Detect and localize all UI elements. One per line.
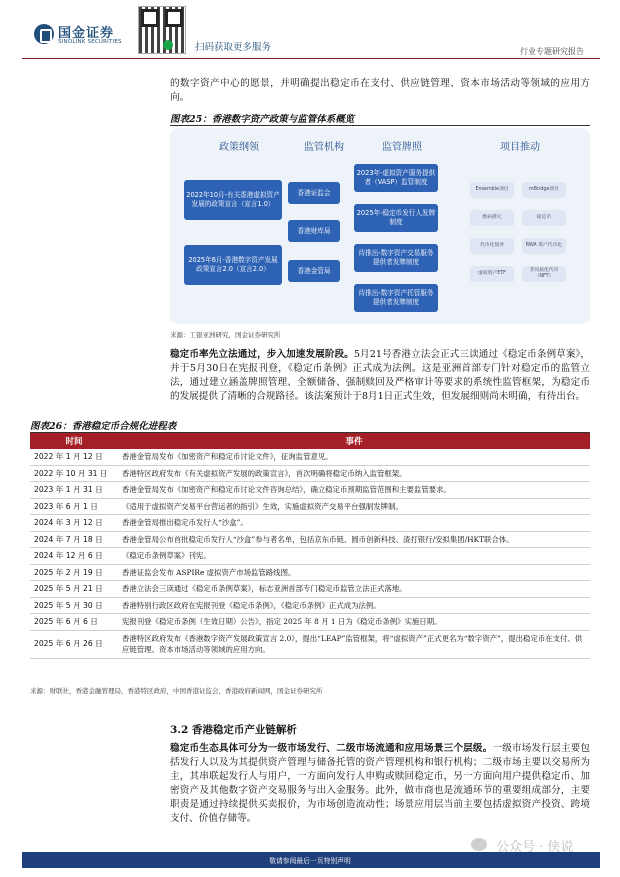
logo-english-name: SINOLINK SECURITIES xyxy=(58,39,122,45)
event-date: 2025 年 5 月 21 日 xyxy=(30,581,118,598)
project-box: mBridge项目 xyxy=(522,182,566,198)
figure-25-source: 来源：工银亚洲研究，国金证券研究所 xyxy=(170,331,281,339)
event-date: 2024 年 3 月 12 日 xyxy=(30,515,118,532)
event-date: 2025 年 5 月 30 日 xyxy=(30,597,118,614)
event-description: 香港特别行政区政府在宪报刊登《稳定币条例》，《稳定币条例》正式成为法例。 xyxy=(118,597,590,614)
policy-framework-diagram xyxy=(170,128,590,324)
watermark-text: 公众号 · 侠说 xyxy=(496,840,574,855)
figure-25-title: 图表25：香港数字资产政策与监管体系概览 xyxy=(170,114,355,125)
event-date: 2022 年 10 月 31 日 xyxy=(30,465,118,482)
event-date: 2023 年 6 月 1 日 xyxy=(30,498,118,515)
stablecoin-legislation-paragraph xyxy=(170,348,590,404)
table-row xyxy=(30,614,590,631)
table-row xyxy=(30,449,590,465)
table-row xyxy=(30,465,590,482)
policy-box: 2022年10月-有关香港虚拟资产发展的政策宣言（宣言1.0） xyxy=(184,180,282,220)
column-head-licenses: 监管牌照 xyxy=(382,142,422,153)
figure-26-title: 图表26：香港稳定币合规化进程表 xyxy=(30,421,177,432)
event-date: 2024 年 7 月 18 日 xyxy=(30,531,118,548)
event-date: 2024 年 12 月 6 日 xyxy=(30,548,118,565)
table-row xyxy=(30,482,590,499)
compliance-timeline-table xyxy=(30,433,590,659)
scan-for-service-text: 扫码获取更多服务 xyxy=(195,42,272,53)
project-box: 虚拟资产ETF xyxy=(470,266,514,282)
table-row xyxy=(30,564,590,581)
event-description: 香港立法会三读通过《稳定币条例草案》，标志亚洲首部专门稳定币监管立法正式落地。 xyxy=(118,581,590,598)
event-date: 2022 年 1 月 12 日 xyxy=(30,449,118,465)
license-box: 待推出-数字资产托管服务提供者发牌制度 xyxy=(354,284,438,312)
table-row xyxy=(30,498,590,515)
event-description: 香港金管局公布首批稳定币发行人“沙盒”参与者名单，包括京东币链、圆币创新科技、渣打银行/安拟集团/HKT联合体。 xyxy=(118,531,590,548)
project-box: 非同质化代币（NFT） xyxy=(522,266,566,282)
paragraph-body: 一级市场发行层主要包括发行人以及为其提供资产管理与储备托管的资产管理机构和银行机构；二级市场主要以交易所为主，其串联起发行人与用户，一方面向发行人申购或赎回稳定币，另一方面向用户提供稳定币、加密资产及其他数字资产交易服务与出入金服务。此外，做市商也是流通环节的重要组成部分，主要职责是通过持续提供买卖报价，为市场创造流动性；场景应用层当前主要包括虚拟资产投资、跨境支付、价值存储等。 xyxy=(170,743,591,824)
table-row xyxy=(30,531,590,548)
wechat-watermark-icon xyxy=(471,838,487,851)
event-description: 香港特区政府发布《有关虚拟资产发展的政策宣言》，首次明确将稳定币纳入监管框架。 xyxy=(118,465,590,482)
event-date: 2023 年 1 月 31 日 xyxy=(30,482,118,499)
regulator-box: 香港金管局 xyxy=(288,260,340,282)
logo-chinese-name: 国金证券 xyxy=(58,26,115,41)
qr-code-icon[interactable] xyxy=(138,6,186,54)
event-description: 《适用于虚拟资产交易平台营运者的指引》生效，实施虚拟资产交易平台强制发牌制。 xyxy=(118,498,590,515)
regulator-box: 香港财库局 xyxy=(288,220,340,242)
header-date: 时间 xyxy=(30,433,118,449)
header-divider xyxy=(22,58,600,59)
paragraph-lead: 稳定币生态具体可分为一级市场发行、二级市场流通和应用场景三个层级。 xyxy=(170,743,493,754)
event-date: 2025 年 6 月 26 日 xyxy=(30,630,118,658)
table-row xyxy=(30,630,590,658)
event-description: 宪报刊登《稳定币条例（生效日期）公告》，指定 2025 年 8 月 1 日为《稳定币条例》实施日期。 xyxy=(118,614,590,631)
event-description: 香港金管局发布《加密资产和稳定币讨论文件咨询总结》，确立稳定币预期监管范围和主要监管要求。 xyxy=(118,482,590,499)
figure-title-divider xyxy=(170,125,590,126)
intro-paragraph: 的数字资产中心的愿景，并明确提出稳定币在支付、供应链管理、资本市场活动等领域的应用方向。 xyxy=(170,78,590,103)
event-description: 《稳定币条例草案》刊宪。 xyxy=(118,548,590,565)
event-date: 2025 年 2 月 19 日 xyxy=(30,564,118,581)
event-description: 香港特区政府发布《香港数字资产发展政策宣言 2.0》，提出“LEAP”监管框架，将“虚拟资产”正式更名为“数字资产”，提出稳定币在支付、供应链管理、资本市场活动等领域的应用方向。 xyxy=(118,630,590,658)
project-box: 数码港元 xyxy=(470,210,514,226)
column-head-policy: 政策纲领 xyxy=(219,142,259,153)
project-box: RWA 资产代币化 xyxy=(522,238,566,254)
table-row xyxy=(30,581,590,598)
wechat-icon xyxy=(163,40,173,50)
license-box: 待推出-数字资产交易服务提供者发牌制度 xyxy=(354,244,438,272)
project-box: 稳定币 xyxy=(522,210,566,226)
project-box: 代币化债券 xyxy=(470,238,514,254)
project-box: Ensemble项目 xyxy=(470,182,514,198)
event-description: 香港金管局发布《加密资产和稳定币讨论文件》，征询监管意见。 xyxy=(118,449,590,465)
column-head-projects: 项目推动 xyxy=(500,142,540,153)
report-type-label: 行业专题研究报告 xyxy=(520,47,584,56)
company-logo-icon xyxy=(34,24,54,44)
event-date: 2025 年 6 月 6 日 xyxy=(30,614,118,631)
table-row xyxy=(30,515,590,532)
table-header-row xyxy=(30,433,590,449)
table-body xyxy=(30,449,590,658)
header-event: 事件 xyxy=(118,433,590,449)
column-head-regulators: 监管机构 xyxy=(304,142,344,153)
industry-chain-paragraph xyxy=(170,742,590,826)
paragraph-lead: 稳定币率先立法通过，步入加速发展阶段。 xyxy=(170,349,354,360)
table-row xyxy=(30,597,590,614)
event-description: 香港证监会发布 ASPIRe 虚拟资产市场监管路线图。 xyxy=(118,564,590,581)
table-row xyxy=(30,548,590,565)
policy-box: 2025年6月-香港数字资产发展政策宣言2.0（宣言2.0） xyxy=(184,245,282,285)
footer-disclaimer: 敬请参阅最后一页特别声明 xyxy=(269,857,351,865)
event-description: 香港金管局推出稳定币发行人“沙盒”。 xyxy=(118,515,590,532)
paragraph-body: 5月21号香港立法会正式三读通过《稳定币条例草案》，并于5月30日在宪报刊登，《稳定币条例》正式成为法例。这是亚洲首部专门针对稳定币的监管立法，通过建立涵盖牌照管理、全额储备、强制赎回及严格审计等要求的系统性监管框架，为稳定币的发展提供了清晰的合规路径。该法案预计于8月1日正式生效，但发展细则尚未明确，有待出台。 xyxy=(170,349,591,402)
figure-26-source: 来源：财联社，香港金融管理局，香港特区政府，中国香港证监会，香港政府新闻网，国金证券研究所 xyxy=(30,687,323,695)
regulator-box: 香港证监会 xyxy=(288,182,340,204)
section-title: 3.2 香港稳定币产业链解析 xyxy=(170,724,297,736)
license-box: 2025年-稳定币发行人发牌制度 xyxy=(354,204,438,232)
license-box: 2023年-虚拟资产服务提供者（VASP）监管制度 xyxy=(354,164,438,192)
